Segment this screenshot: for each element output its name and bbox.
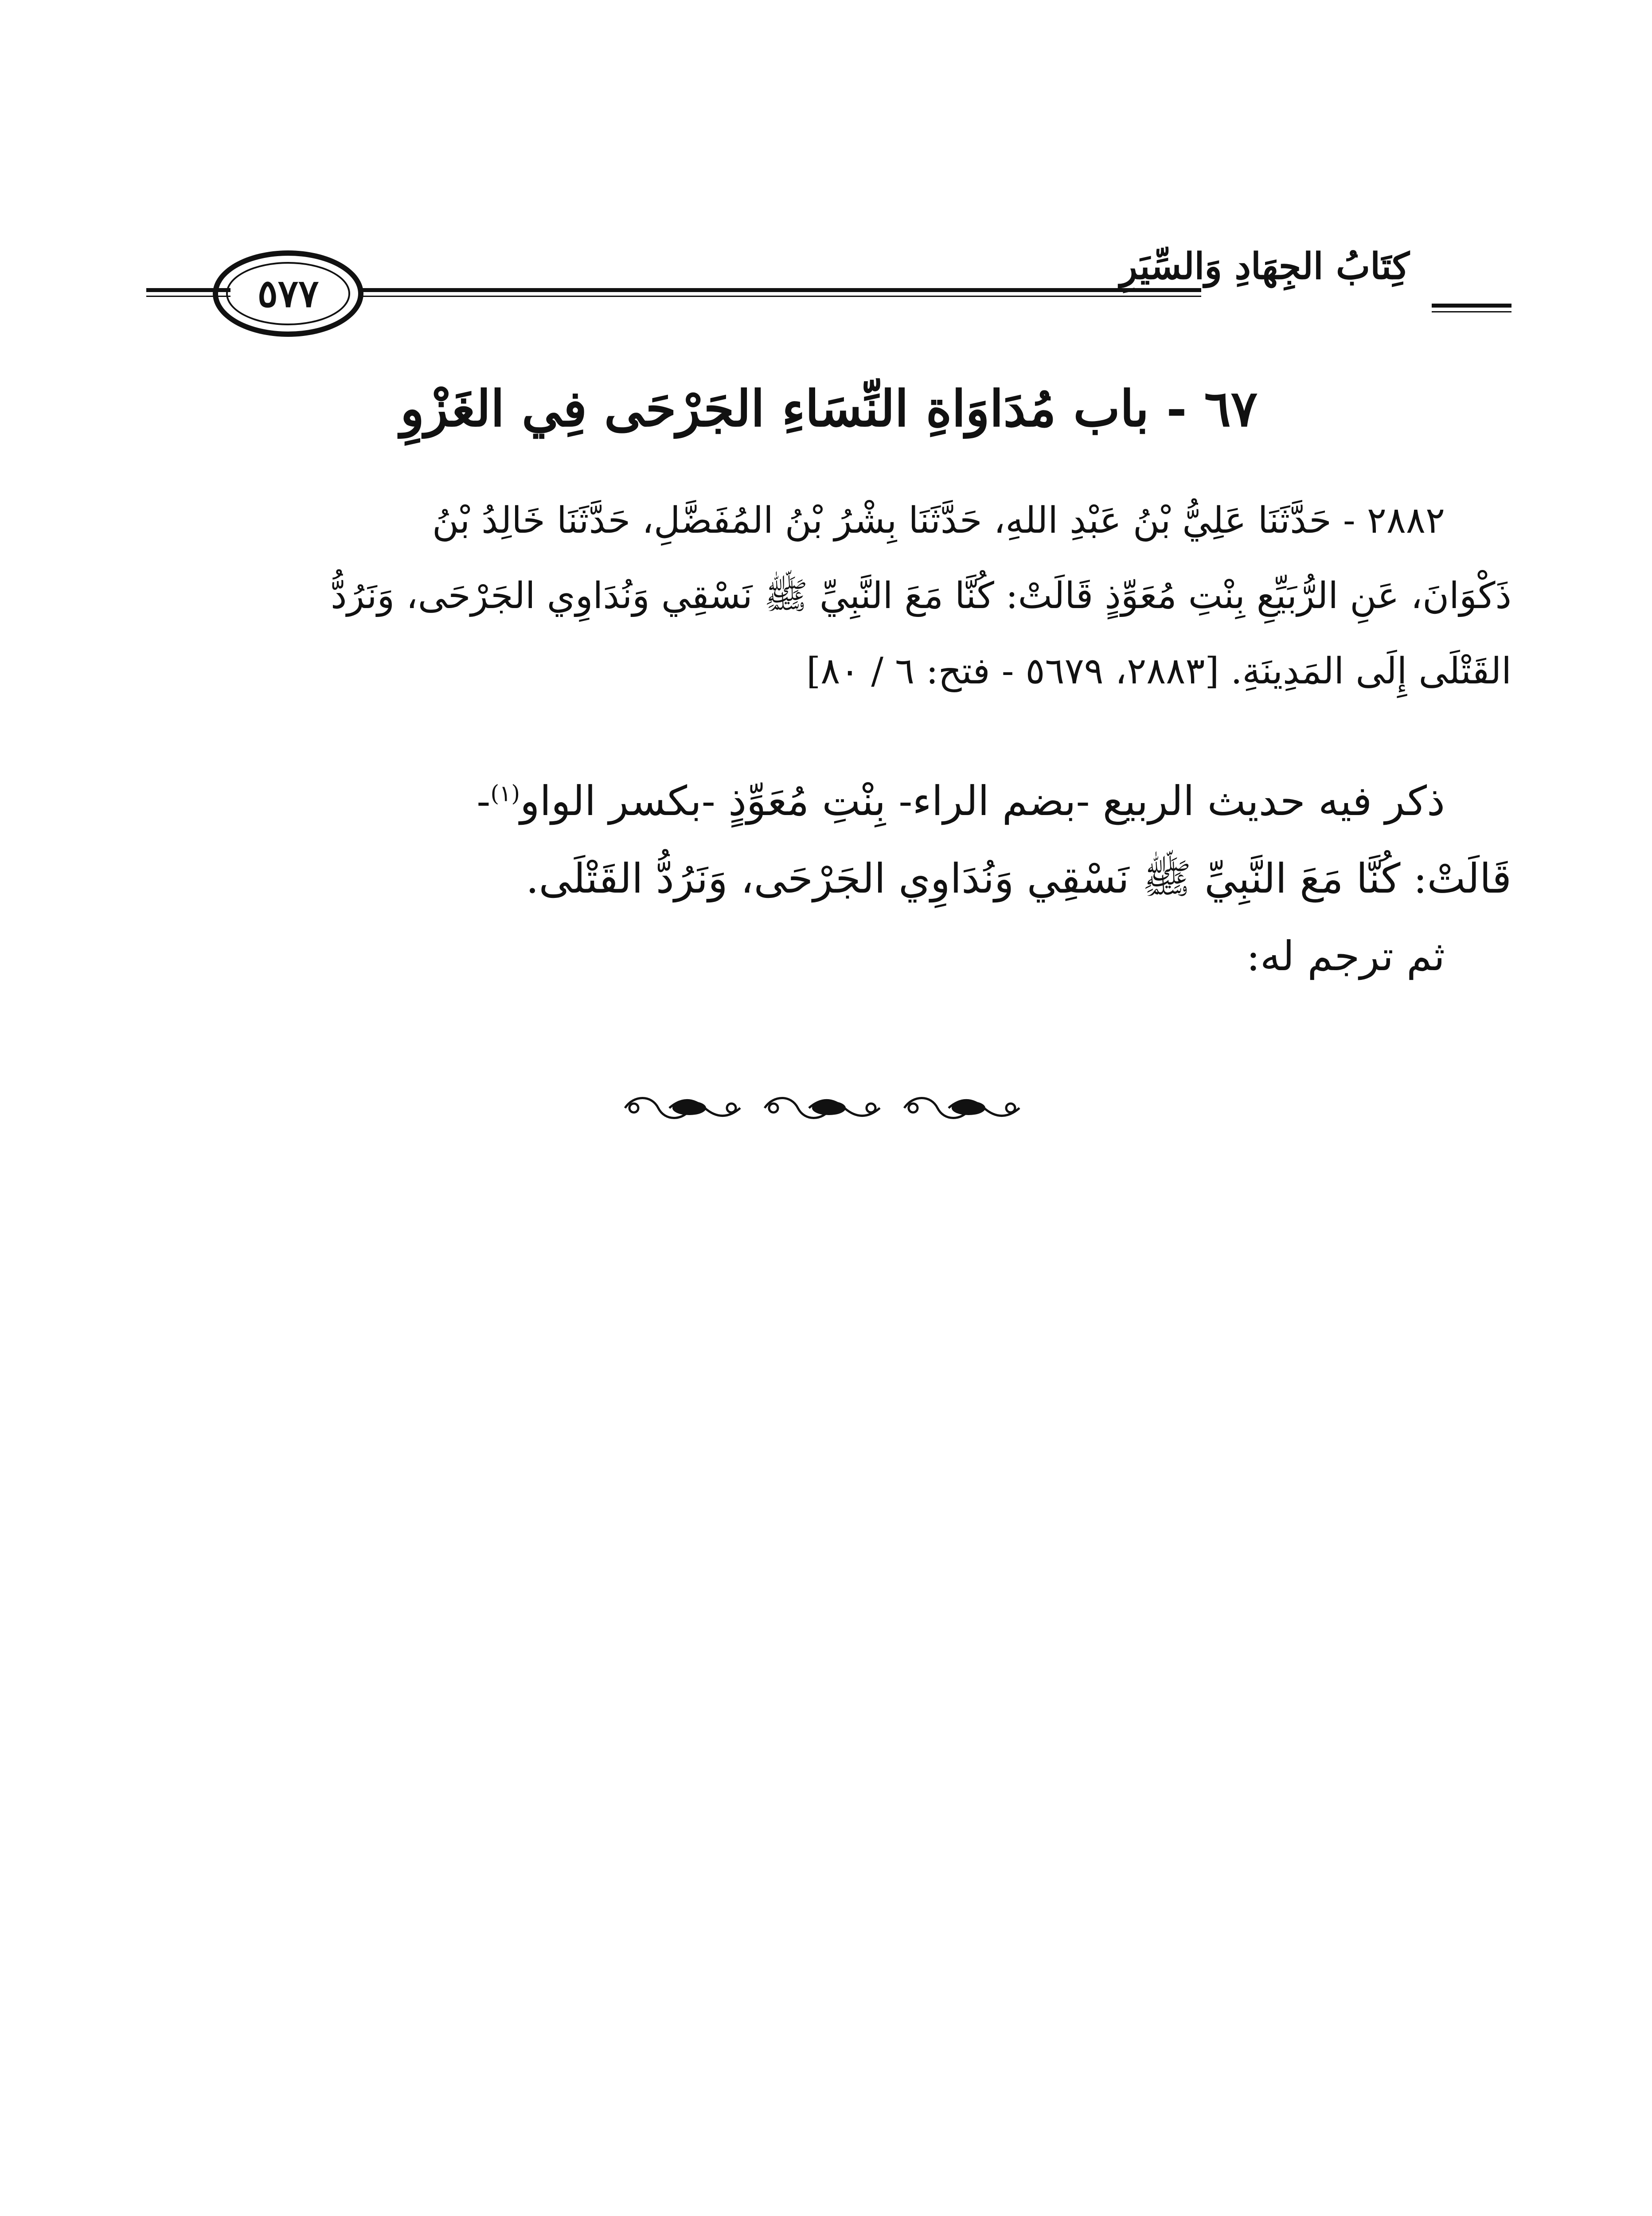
book-title: كِتَابُ الجِهَادِ وَالسِّيَرِ bbox=[1120, 245, 1410, 288]
hadith-line: ذَكْوَانَ، عَنِ الرُّبَيِّعِ بِنْتِ مُعَوِّذٍ قَالَتْ: كُنَّا مَعَ النَّبِيِّ ﷺ نَسْقِي وَنُدَاوِي الجَرْحَى، وَنَرُدُّ bbox=[331, 575, 1511, 617]
hadith-text bbox=[146, 483, 1511, 709]
running-header bbox=[146, 230, 1511, 328]
section-ornament bbox=[616, 1088, 1037, 1128]
chapter-heading: ٦٧ - باب مُدَاوَاةِ النِّسَاءِ الجَرْحَى فِي الغَزْوِ bbox=[400, 380, 1258, 438]
hadith-line: ٢٨٨٢ - حَدَّثَنَا عَلِيُّ بْنُ عَبْدِ اللهِ، حَدَّثَنَا بِشْرُ بْنُ المُفَضَّلِ، حَدَّثَنَا خَالِدُ بْنُ bbox=[432, 499, 1445, 542]
header-rule bbox=[355, 288, 1201, 297]
commentary-text bbox=[146, 762, 1511, 995]
footnote-ref[interactable]: (١) bbox=[490, 780, 520, 807]
page-number: ٥٧٧ bbox=[257, 271, 319, 316]
hadith-line: القَتْلَى إِلَى المَدِينَةِ. [٢٨٨٣، ٥٦٧٩ - فتح: ٦ / ٨٠] bbox=[806, 650, 1511, 692]
commentary-line: ثم ترجم له: bbox=[1246, 932, 1445, 980]
commentary-text-run: ذكر فيه حديث الربيع -بضم الراء- بِنْتِ مُعَوِّذٍ -بكسر الواو bbox=[520, 777, 1445, 825]
commentary-line bbox=[146, 762, 1511, 840]
commentary-line: قَالَتْ: كُنَّا مَعَ النَّبِيِّ ﷺ نَسْقِي وَنُدَاوِي الجَرْحَى، وَنَرُدُّ القَتْلَى. bbox=[526, 855, 1511, 902]
page-number-oval bbox=[213, 250, 363, 337]
header-rule bbox=[146, 288, 230, 297]
header-rule bbox=[1432, 304, 1511, 312]
commentary-dash: - bbox=[476, 777, 491, 825]
